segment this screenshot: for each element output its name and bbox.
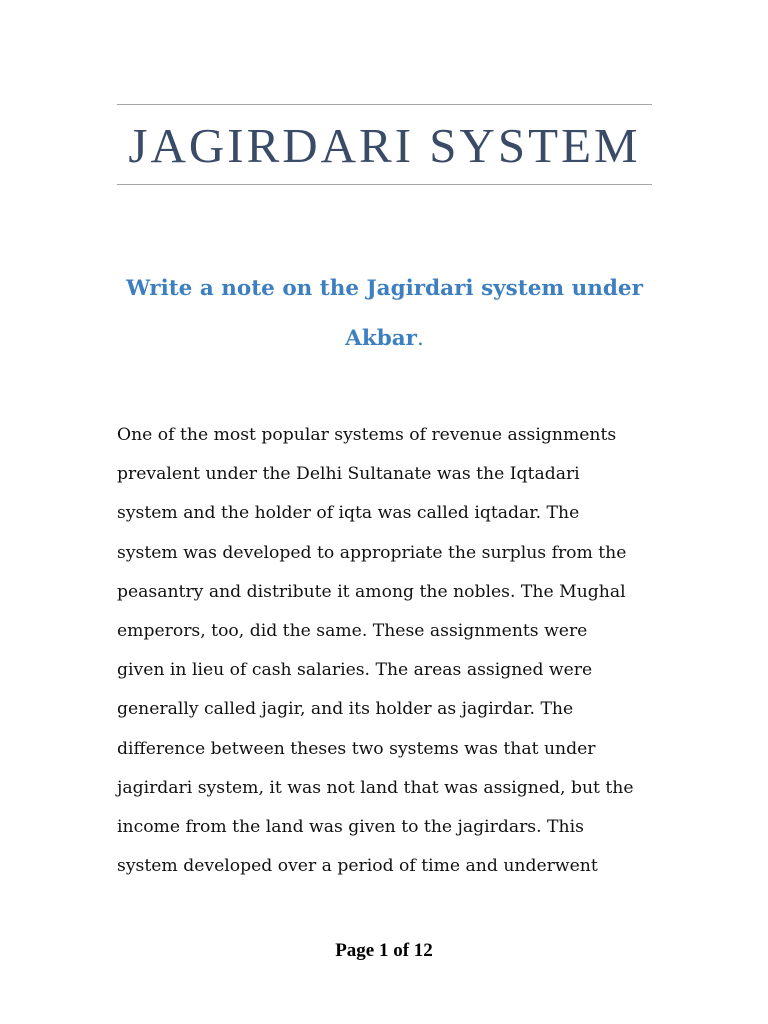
body-line: One of the most popular systems of revenue assignments bbox=[117, 425, 617, 445]
body-line: income from the land was given to the jagirdars. This bbox=[117, 817, 584, 838]
question-text: Write a note on the Jagirdari system under Akbar bbox=[126, 276, 643, 351]
body-line: system was developed to appropriate the surplus from the bbox=[117, 542, 627, 563]
document-title: JAGIRDARI SYSTEM bbox=[128, 118, 641, 173]
body-line: generally called jagir, and its holder as jagirdar. The bbox=[117, 699, 574, 720]
question-heading bbox=[117, 264, 652, 364]
body-line: system developed over a period of time and underwent bbox=[117, 856, 598, 877]
body-line: system and the holder of iqta was called iqtadar. The bbox=[117, 503, 580, 524]
body-line: given in lieu of cash salaries. The areas assigned were bbox=[117, 660, 593, 681]
body-line: peasantry and distribute it among the nobles. The Mughal bbox=[117, 581, 626, 602]
body-line: emperors, too, did the same. These assignments were bbox=[117, 621, 588, 642]
page-number-footer: Page 1 of 12 bbox=[335, 940, 433, 961]
body-line: difference between theses two systems was that under bbox=[117, 738, 596, 759]
body-paragraph bbox=[117, 416, 657, 886]
body-line: prevalent under the Delhi Sultanate was the Iqtadari bbox=[117, 464, 580, 485]
question-period: . bbox=[417, 326, 424, 351]
title-top-rule bbox=[117, 104, 652, 105]
title-bottom-rule bbox=[117, 184, 652, 185]
body-line: jagirdari system, it was not land that was assigned, but the bbox=[117, 777, 634, 798]
